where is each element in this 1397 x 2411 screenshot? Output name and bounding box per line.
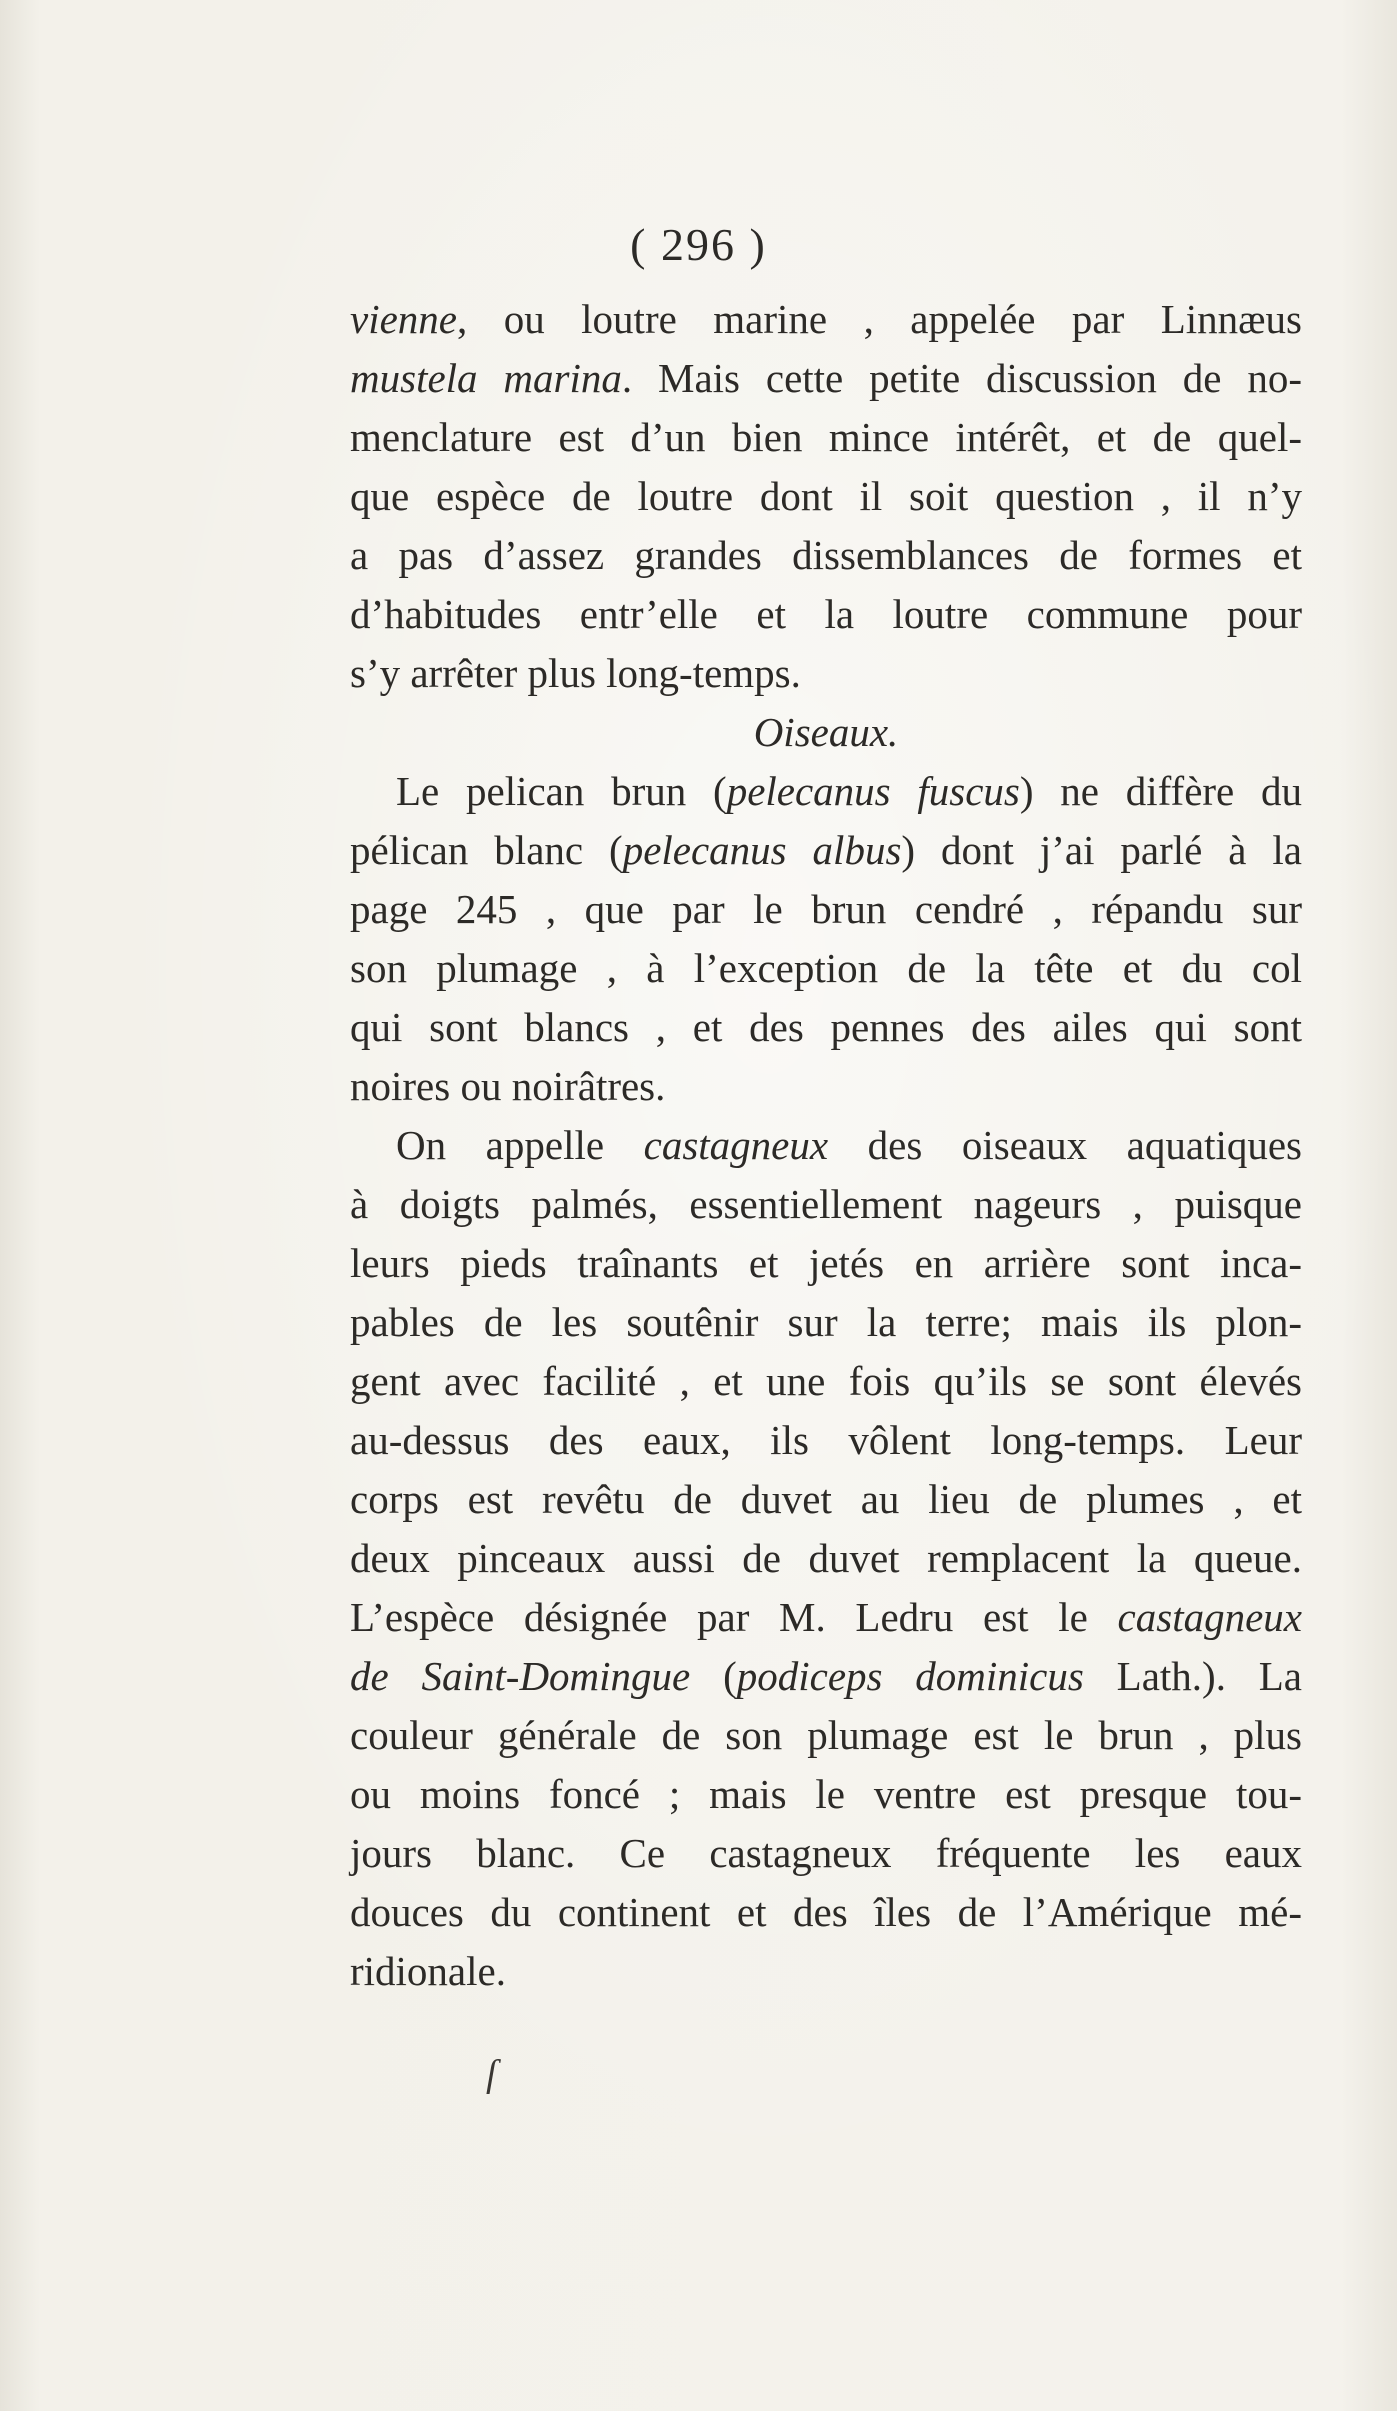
text-line: s’y arrêter plus long-temps. xyxy=(350,650,801,696)
italic-term: castagneux xyxy=(1117,1594,1302,1640)
text-line: pables de les soutênir sur la terre; mais ils plon- xyxy=(350,1299,1302,1345)
text-line: deux pinceaux aussi de duvet remplacent la queue. xyxy=(350,1535,1302,1581)
text-line: douces du continent et des îles de l’Amérique mé- xyxy=(350,1889,1302,1935)
text-line: a pas d’assez grandes dissemblances de formes et xyxy=(350,532,1302,578)
text-line: corps est revêtu de duvet au lieu de plumes , et xyxy=(350,1476,1302,1522)
text-line: page 245 , que par le brun cendré , répandu sur xyxy=(350,886,1302,932)
text-line: jours blanc. Ce castagneux fréquente les eaux xyxy=(350,1830,1302,1876)
text-line: couleur générale de son plumage est le brun , plus xyxy=(350,1712,1302,1758)
italic-term: pelecanus fuscus xyxy=(726,768,1020,814)
section-heading: Oiseaux. xyxy=(753,709,899,755)
text-line: que espèce de loutre dont il soit question , il n’y xyxy=(350,473,1302,519)
text-line: ou moins foncé ; mais le ventre est presque tou- xyxy=(350,1771,1302,1817)
text-line: au-dessus des eaux, ils vôlent long-temps. Leur xyxy=(350,1417,1302,1463)
stray-mark: ſ xyxy=(486,2053,497,2095)
text-line: menclature est d’un bien mince intérêt, et de quel- xyxy=(350,414,1302,460)
text-line: de Saint-Domingue (podiceps dominicus Lath.). La xyxy=(350,1653,1302,1699)
text-line: vienne, ou loutre marine , appelée par Linnæus xyxy=(350,296,1302,342)
italic-term: vienne xyxy=(350,296,457,342)
text-line: L’espèce désignée par M. Ledru est le castagneux xyxy=(350,1594,1302,1640)
text-line: son plumage , à l’exception de la tête et du col xyxy=(350,945,1302,991)
text-line: d’habitudes entr’elle et la loutre commune pour xyxy=(350,591,1302,637)
text-line: ridionale. xyxy=(350,1948,506,1994)
italic-term: podiceps dominicus xyxy=(736,1653,1084,1699)
text-line: noires ou noirâtres. xyxy=(350,1063,666,1109)
text-line: mustela marina. Mais cette petite discussion de no- xyxy=(350,355,1302,401)
italic-term: pelecanus albus xyxy=(622,827,902,873)
text-line: pélican blanc (pelecanus albus) dont j’ai parlé à la xyxy=(350,827,1302,873)
italic-term: castagneux xyxy=(643,1122,829,1168)
page-number: ( 296 ) xyxy=(630,219,767,270)
text-line: à doigts palmés, essentiellement nageurs , puisque xyxy=(350,1181,1302,1227)
text-line: qui sont blancs , et des pennes des ailes qui sont xyxy=(350,1004,1302,1050)
text-line: On appelle castagneux des oiseaux aquatiques xyxy=(396,1122,1303,1168)
text-line: leurs pieds traînants et jetés en arrière sont inca- xyxy=(350,1240,1302,1286)
text-line: gent avec facilité , et une fois qu’ils se sont élevés xyxy=(350,1358,1302,1404)
italic-term: mustela marina xyxy=(350,355,622,401)
text-line: Le pelican brun (pelecanus fuscus) ne diffère du xyxy=(396,768,1302,814)
italic-term: de Saint-Domingue xyxy=(350,1653,691,1699)
body-text xyxy=(350,290,1302,2001)
